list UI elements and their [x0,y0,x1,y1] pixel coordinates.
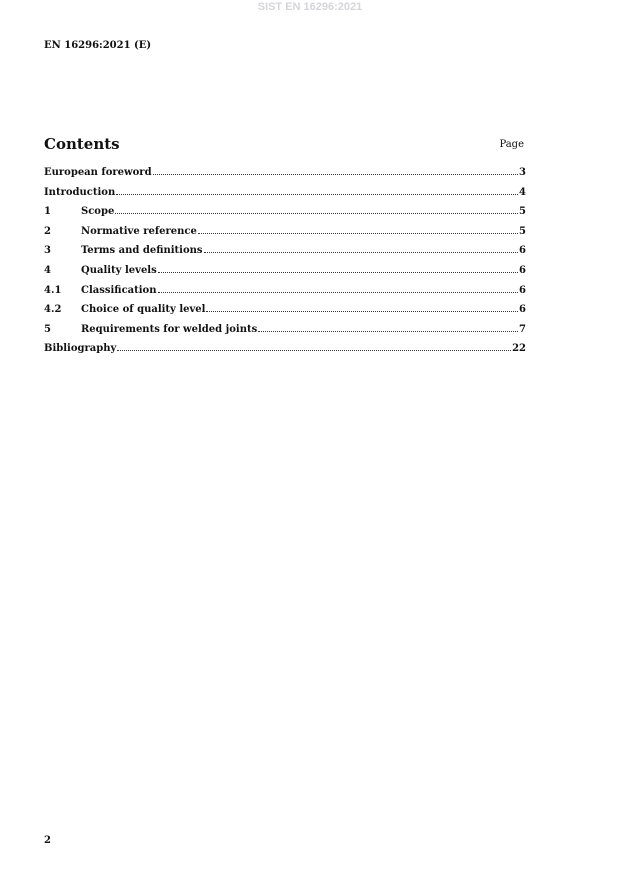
dot-leader [117,350,511,351]
toc-entry-page: 22 [512,343,526,355]
dot-leader [158,292,519,293]
toc-entry-page: 6 [519,245,526,257]
toc-entry-title: Choice of quality level [81,304,206,316]
toc-entry[interactable] [44,324,526,344]
toc-entry[interactable] [44,304,526,324]
toc-entry-title: Scope [81,206,115,218]
toc-entry[interactable] [44,265,526,285]
page-number: 2 [44,835,51,846]
toc-entry[interactable] [44,285,526,305]
toc-entry-page: 5 [519,206,526,218]
toc-entry-page: 7 [519,323,526,335]
toc-entry-title: Normative reference [81,225,197,237]
dot-leader [153,174,518,175]
toc-entry[interactable] [44,206,526,226]
toc-entry-page: 6 [519,304,526,316]
dot-leader [158,272,518,273]
toc-entry[interactable] [44,245,526,265]
toc-entry-number: 4.2 [44,304,62,316]
toc-entry-title: Bibliography [44,343,117,355]
dot-leader [116,194,518,195]
toc-entry[interactable] [44,343,526,363]
toc-entry-title: Terms and definitions [81,245,203,257]
toc-entry-number: 4.1 [44,284,62,296]
watermark-text: SIST EN 16296:2021 [257,1,363,13]
dot-leader [204,252,519,253]
toc-entry-number: 3 [44,245,51,257]
table-of-contents [44,167,526,363]
toc-entry[interactable] [44,187,526,207]
contents-title: Contents [44,135,120,153]
toc-entry-title: Requirements for welded joints [81,323,258,335]
dot-leader [198,233,518,234]
contents-heading [44,135,524,155]
toc-entry-title: Introduction [44,186,116,198]
dot-leader [115,213,518,214]
toc-entry-page: 4 [519,186,526,198]
toc-entry-title: Classification [81,284,157,296]
document-id: EN 16296:2021 (E) [44,40,152,51]
toc-entry-number: 4 [44,264,51,276]
dot-leader [206,311,518,312]
toc-entry-title: Quality levels [81,264,157,276]
toc-entry-page: 6 [519,264,526,276]
toc-entry[interactable] [44,226,526,246]
toc-entry-page: 6 [519,284,526,296]
toc-entry[interactable] [44,167,526,187]
toc-entry-page: 3 [519,167,526,178]
toc-entry-number: 5 [44,323,51,335]
dot-leader [258,331,518,332]
toc-entry-page: 5 [519,225,526,237]
toc-entry-number: 2 [44,225,51,237]
toc-entry-number: 1 [44,206,51,218]
toc-entry-title: European foreword [44,167,152,178]
page-column-label: Page [499,139,524,150]
